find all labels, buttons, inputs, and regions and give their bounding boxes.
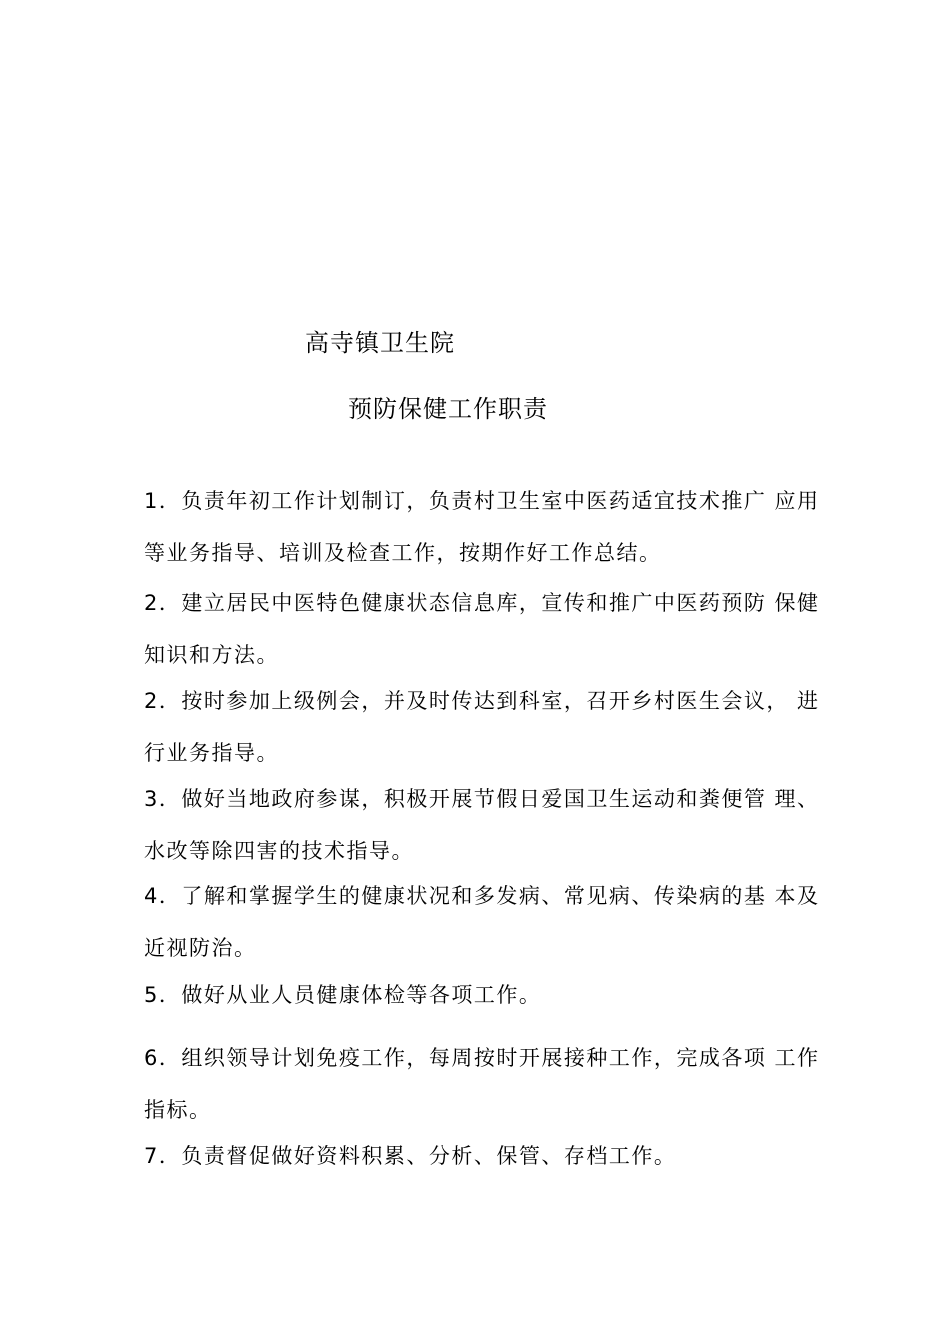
duty-item-1 xyxy=(144,475,824,579)
duty-item-5-line-1: 4．了解和掌握学生的健康状况和多发病、常见病、传染病的基 xyxy=(144,884,767,908)
duty-item-6-line-1: 5．做好从业人员健康体检等各项工作。 xyxy=(144,983,542,1007)
duty-item-3-line-1: 2．按时参加上级例会，并及时传达到科室，召开乡村医生会议， xyxy=(144,689,789,713)
organization-title: 高寺镇卫生院 xyxy=(305,329,455,357)
duty-item-4-line-1: 3．做好当地政府参谋，积极开展节假日爱国卫生运动和粪便管 xyxy=(144,787,767,811)
duty-item-4-line-2: 理、水改等除四害的技术指导。 xyxy=(144,787,820,863)
duty-item-5-line-2: 本及近视防治。 xyxy=(144,884,820,960)
duty-item-4 xyxy=(144,773,824,877)
document-title: 预防保健工作职责 xyxy=(348,395,548,423)
duty-item-2-line-2: 保健知识和方法。 xyxy=(144,591,820,667)
duty-item-7-line-2: 工作指标。 xyxy=(144,1046,820,1122)
duty-item-2 xyxy=(144,577,824,681)
duty-item-1-line-2: 应用等业务指导、培训及检查工作，按期作好工作总结。 xyxy=(144,489,820,565)
duty-item-8 xyxy=(144,1130,824,1182)
duty-item-3-line-2: 进行业务指导。 xyxy=(144,689,820,765)
duty-item-6 xyxy=(144,969,824,1021)
duty-item-1-line-1: 1．负责年初工作计划制订，负责村卫生室中医药适宜技术推广 xyxy=(144,489,767,513)
duty-item-8-line-1: 7．负责督促做好资料积累、分析、保管、存档工作。 xyxy=(144,1144,677,1168)
duty-item-7 xyxy=(144,1032,824,1136)
duty-item-2-line-1: 2．建立居民中医特色健康状态信息库，宣传和推广中医药预防 xyxy=(144,591,767,615)
duty-item-7-line-1: 6．组织领导计划免疫工作，每周按时开展接种工作，完成各项 xyxy=(144,1046,767,1070)
duty-item-3 xyxy=(144,675,824,779)
duty-item-5 xyxy=(144,870,824,974)
